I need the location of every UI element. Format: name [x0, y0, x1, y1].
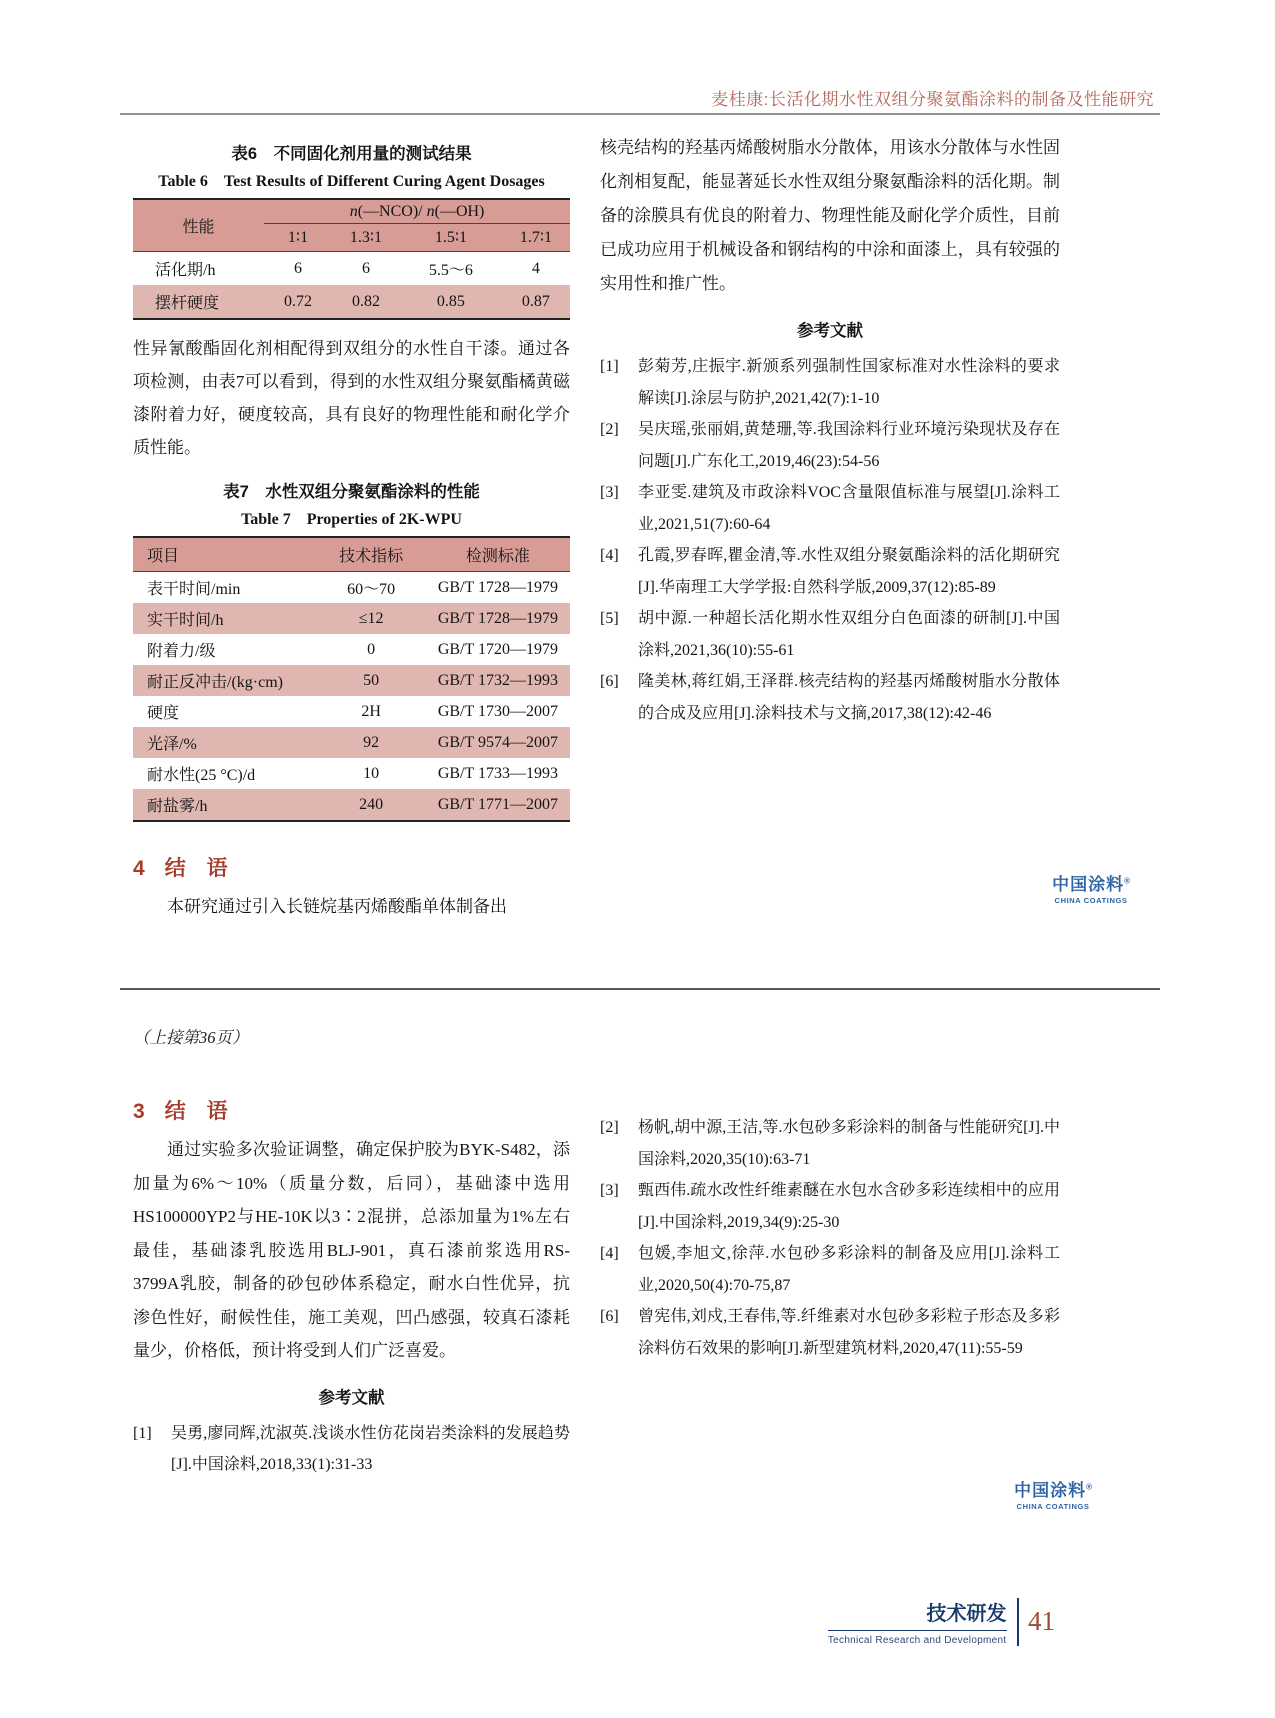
- table6-row2-v4: 0.87: [521, 292, 550, 310]
- reference-item: [600, 477, 1060, 540]
- reference-number: [6]: [600, 673, 619, 690]
- table6-row1-v2: 6: [361, 259, 370, 277]
- table7-r6-std: GB/T 9574—2007: [437, 733, 558, 751]
- footer-divider-bar: [1017, 1598, 1020, 1646]
- table7-r3-std: GB/T 1720—1979: [437, 640, 558, 658]
- table6-header-row: [133, 199, 570, 224]
- table7-r5-value: 2H: [361, 702, 381, 720]
- table7-r2-value: ≤12: [358, 609, 384, 627]
- reference-number: [4]: [600, 1245, 619, 1262]
- table-row: [133, 758, 570, 789]
- reference-text: 甄西伟.疏水改性纤维素醚在水包水含砂多彩连续相中的应用[J].中国涂料,2019,34(9):25-30: [638, 1182, 1060, 1231]
- section-4-heading: [133, 852, 570, 882]
- table6-group-t2: (—OH): [434, 203, 485, 220]
- table7: [133, 536, 570, 822]
- reference-text: 隆美林,蒋红娟,王泽群.核壳结构的羟基丙烯酸树脂水分散体的合成及应用[J].涂料技术与文摘,2017,38(12):42-46: [638, 673, 1060, 722]
- table7-r7-std: GB/T 1733—1993: [437, 764, 558, 782]
- reference-number: [2]: [600, 1119, 619, 1136]
- reference-number: [1]: [600, 358, 619, 375]
- table6-ratio-3: 1.5∶1: [400, 224, 502, 252]
- article1-right-column: [600, 131, 1060, 729]
- table7-r4-value: 50: [363, 671, 380, 689]
- article2-left-column: [133, 1095, 570, 1481]
- reference-number: [5]: [600, 610, 619, 627]
- table6-row2-v3: 0.85: [436, 292, 465, 310]
- table6-group-n2: n: [426, 203, 435, 220]
- table7-r7-value: 10: [363, 764, 380, 782]
- table7-r8-value: 240: [359, 795, 384, 813]
- registered-mark: ®: [1086, 1482, 1092, 1492]
- table7-r6-value: 92: [363, 733, 380, 751]
- article1-left-column: [133, 132, 570, 923]
- page-footer: [828, 1597, 1055, 1646]
- table-row: [133, 665, 570, 696]
- table6-row1-v4: 4: [531, 259, 540, 277]
- reference-text: 杨帆,胡中源,王洁,等.水包砂多彩涂料的制备与性能研究[J].中国涂料,2020,35(10):63-71: [638, 1119, 1060, 1168]
- footer-section-cn: 技术研发: [828, 1597, 1007, 1631]
- table6-row2-label: 摆杆硬度: [155, 295, 220, 312]
- table7-r2-std: GB/T 1728—1979: [437, 609, 558, 627]
- table7-r1-item: 表干时间/min: [147, 581, 241, 598]
- reference-text: 胡中源.一种超长活化期水性双组分白色面漆的研制[J].中国涂料,2021,36(10):55-61: [638, 610, 1060, 659]
- reference-text: 彭菊芳,庄振宇.新颁系列强制性国家标准对水性涂料的要求解读[J].涂层与防护,2021,42(7):1-10: [638, 358, 1060, 407]
- reference-text: 吴勇,廖同辉,沈淑英.浅谈水性仿花岗岩类涂料的发展趋势[J].中国涂料,2018,33(1):31-33: [171, 1424, 570, 1473]
- table6-row2-v2: 0.82: [351, 292, 380, 310]
- table6-row1-v3: 5.5～6: [428, 262, 473, 279]
- registered-mark: ®: [1124, 876, 1130, 886]
- china-coatings-logo: [1014, 1482, 1092, 1511]
- reference-number: [2]: [600, 421, 619, 438]
- table7-header-std: 检测标准: [426, 537, 570, 572]
- reference-number: [6]: [600, 1308, 619, 1325]
- section-4-title: 结 语: [164, 857, 228, 880]
- section-4-number: 4: [133, 857, 145, 880]
- reference-item: [600, 540, 1060, 603]
- footer-section-labels: [828, 1597, 1007, 1646]
- table7-r2-item: 实干时间/h: [147, 612, 224, 629]
- article-divider-rule: [120, 988, 1160, 990]
- table7-r5-std: GB/T 1730—2007: [437, 702, 558, 720]
- body-paragraph: 核壳结构的羟基丙烯酸树脂水分散体，用该水分散体与水性固化剂相复配，能显著延长水性双组分聚氨酯涂料的活化期。制备的涂膜具有优良的附着力、物理性能及耐化学介质性，目前已成功应用于机械设备和钢结构的中涂和面漆上，具有较强的实用性和推广性。: [600, 138, 1060, 293]
- logo-en-text: CHINA COATINGS: [1054, 895, 1128, 905]
- table7-r1-value: 60～70: [347, 581, 396, 598]
- table7-header-value: 技术指标: [317, 537, 426, 572]
- table6-row1-v1: 6: [293, 259, 302, 277]
- reference-item: [133, 1418, 570, 1481]
- section-3-heading: [133, 1095, 570, 1125]
- reference-text: 曾宪伟,刘戍,王春伟,等.纤维素对水包砂多彩粒子形态及多彩涂料仿石效果的影响[J].新型建筑材料,2020,47(11):55-59: [638, 1308, 1060, 1357]
- table7-r1-std: GB/T 1728—1979: [437, 578, 558, 596]
- reference-item: [600, 1301, 1060, 1364]
- table6-row1-label: 活化期/h: [155, 262, 216, 279]
- continuation-note: （上接第36页）: [133, 1028, 249, 1047]
- reference-item: [600, 414, 1060, 477]
- table7-r4-std: GB/T 1732—1993: [437, 671, 558, 689]
- table7-header-item: 项目: [133, 537, 317, 572]
- reference-text: 李亚雯.建筑及市政涂料VOC含量限值标准与展望[J].涂料工业,2021,51(7):60-64: [638, 484, 1060, 533]
- table6-col-property: 性能: [133, 199, 264, 252]
- logo-cn: 中国涂料: [1052, 875, 1125, 894]
- table7-title-cn: 表7 水性双组分聚氨酯涂料的性能: [223, 483, 480, 501]
- reference-number: [3]: [600, 1182, 619, 1199]
- header-rule: [120, 113, 1160, 115]
- table7-r6-item: 光泽/%: [147, 736, 197, 753]
- table-row: [133, 603, 570, 634]
- china-coatings-logo: [1052, 876, 1130, 905]
- logo-cn-text: [1014, 1482, 1092, 1501]
- table7-header-row: [133, 537, 570, 572]
- references-title: 参考文献: [797, 322, 863, 340]
- table-row: [133, 634, 570, 665]
- table6: [133, 198, 570, 320]
- references-title: 参考文献: [318, 1388, 385, 1407]
- table6-ratio-2: 1.3∶1: [332, 224, 400, 252]
- reference-item: [600, 603, 1060, 666]
- running-head: 麦桂康:长活化期水性双组分聚氨酯涂料的制备及性能研究: [711, 90, 1154, 109]
- table-row: [133, 285, 570, 319]
- reference-number: [1]: [133, 1424, 152, 1442]
- section-3-title: 结 语: [164, 1100, 228, 1123]
- table6-row2-v1: 0.72: [283, 292, 312, 310]
- section-3-body: 通过实验多次验证调整，确定保护胶为BYK-S482，添加量为6%～10%（质量分数，后同），基础漆中选用HS100000YP2与HE-10K以3∶2混拼，总添加量为1%左右最佳，基础漆乳胶选用BLJ-901，真石漆前浆选用RS-3799A乳胶，制备的砂包砂体系稳定，耐水白性优异，抗渗色性好，耐候性佳，施工美观，凹凸感强，较真石漆耗量少，价格低，预计将受到人们广泛喜爱。: [133, 1140, 570, 1360]
- table7-r4-item: 耐正反冲击/(kg·cm): [147, 674, 283, 691]
- table7-r7-item: 耐水性(25 °C)/d: [147, 767, 256, 784]
- table7-r3-value: 0: [367, 640, 376, 658]
- table7-title-en: Table 7 Properties of 2K-WPU: [241, 511, 462, 528]
- footer-section-en: Technical Research and Development: [827, 1635, 1007, 1646]
- table7-r8-std: GB/T 1771—2007: [437, 795, 558, 813]
- reference-number: [4]: [600, 547, 619, 564]
- page-number: 41: [1028, 1606, 1055, 1636]
- article2-right-column: [600, 1112, 1060, 1364]
- table-row: [133, 789, 570, 821]
- logo-cn: 中国涂料: [1014, 1481, 1087, 1500]
- body-paragraph: 性异氰酸酯固化剂相配得到双组分的水性自干漆。通过各项检测，由表7可以看到，得到的水性双组分聚氨酯橘黄磁漆附着力好，硬度较高，具有良好的物理性能和耐化学介质性能。: [133, 339, 570, 457]
- table7-r5-item: 硬度: [147, 705, 180, 722]
- reference-item: [600, 1112, 1060, 1175]
- table6-ratio-4: 1.7∶1: [502, 224, 570, 252]
- reference-text: 吴庆瑶,张丽娟,黄楚珊,等.我国涂料行业环境污染现状及存在问题[J].广东化工,2019,46(23):54-56: [638, 421, 1060, 470]
- section-3-number: 3: [133, 1100, 145, 1123]
- table7-r3-item: 附着力/级: [147, 643, 216, 660]
- table6-group-t1: (—NCO)/: [357, 203, 427, 220]
- reference-item: [600, 1238, 1060, 1301]
- reference-text: 孔霞,罗春晖,瞿金清,等.水性双组分聚氨酯涂料的活化期研究[J].华南理工大学学报:自然科学版,2009,37(12):85-89: [638, 547, 1060, 596]
- reference-number: [3]: [600, 484, 619, 501]
- section-4-body: 本研究通过引入长链烷基丙烯酸酯单体制备出: [167, 897, 507, 916]
- reference-item: [600, 1175, 1060, 1238]
- table6-group-n1: n: [349, 203, 358, 220]
- reference-item: [600, 666, 1060, 729]
- logo-cn-text: [1052, 876, 1130, 895]
- reference-text: 包媛,李旭文,徐萍.水包砂多彩涂料的制备及应用[J].涂料工业,2020,50(4):70-75,87: [638, 1245, 1060, 1294]
- table-row: [133, 727, 570, 758]
- table-row: [133, 252, 570, 286]
- table7-r8-item: 耐盐雾/h: [147, 798, 208, 815]
- logo-en-text: CHINA COATINGS: [1016, 1501, 1090, 1511]
- table6-ratio-1: 1∶1: [264, 224, 332, 252]
- table-row: [133, 696, 570, 727]
- table6-group-header: [264, 199, 570, 224]
- reference-item: [600, 351, 1060, 414]
- table6-title-en: Table 6 Test Results of Different Curing Agent Dosages: [158, 173, 545, 190]
- table6-title-cn: 表6 不同固化剂用量的测试结果: [231, 145, 472, 163]
- table-row: [133, 572, 570, 604]
